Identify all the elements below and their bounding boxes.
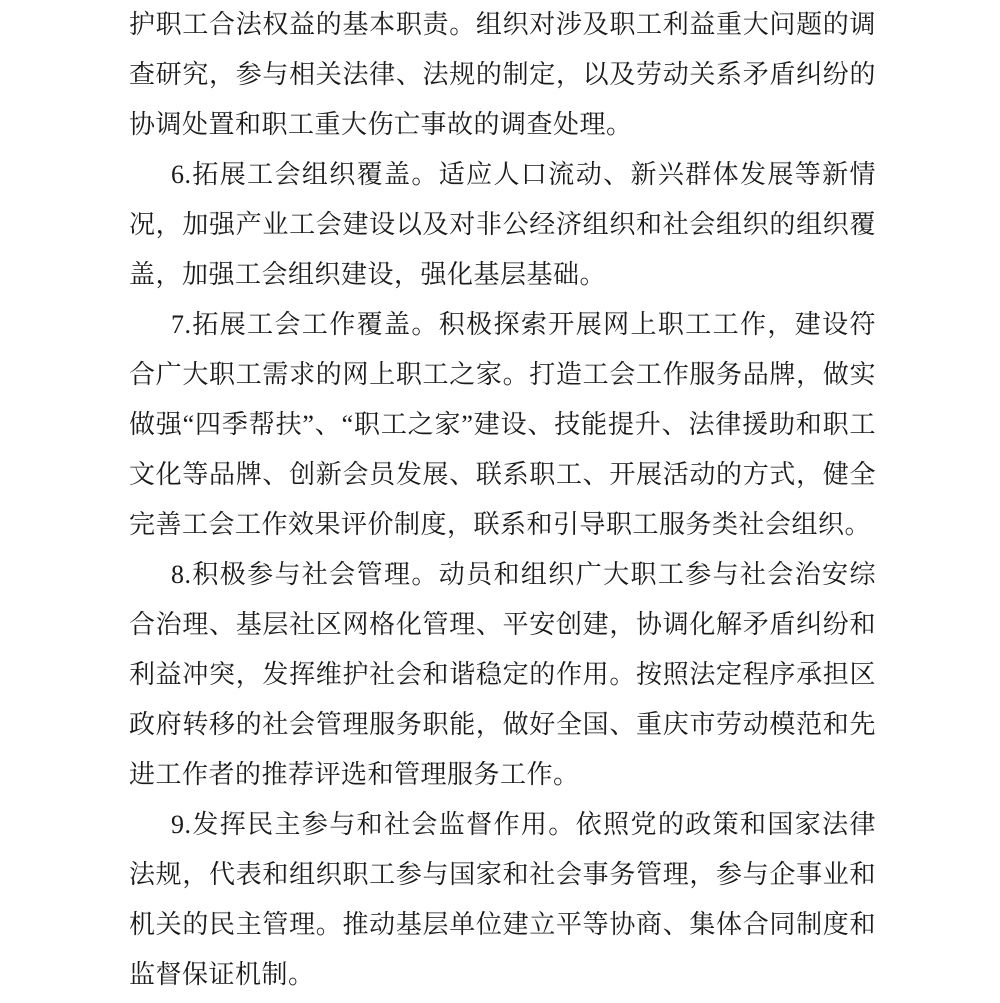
paragraph-item-6: 6.拓展工会组织覆盖。适应人口流动、新兴群体发展等新情况，加强产业工会建设以及对非公经济组织和社会组织的组织覆盖，加强工会组织建设，强化基层基础。 [129, 160, 876, 289]
paragraph-continuation: 护职工合法权益的基本职责。组织对涉及职工利益重大问题的调查研究，参与相关法律、法规的制定，以及劳动关系矛盾纠纷的协调处置和职工重大伤亡事故的调查处理。 [129, 10, 876, 139]
paragraph-item-9: 9.发挥民主参与和社会监督作用。依照党的政策和国家法律法规，代表和组织职工参与国家和社会事务管理，参与企事业和机关的民主管理。推动基层单位建立平等协商、集体合同制度和监督保证机制。 [129, 810, 876, 989]
paragraph-item-7: 7.拓展工会工作覆盖。积极探索开展网上职工工作，建设符合广大职工需求的网上职工之家。打造工会工作服务品牌，做实做强“四季帮扶”、“职工之家”建设、技能提升、法律援助和职工文化等品牌、创新会员发展、联系职工、开展活动的方式，健全完善工会工作效果评价制度，联系和引导职工服务类社会组织。 [129, 310, 876, 539]
paragraph-item-8: 8.积极参与社会管理。动员和组织广大职工参与社会治安综合治理、基层社区网格化管理、平安创建，协调化解矛盾纠纷和利益冲突，发挥维护社会和谐稳定的作用。按照法定程序承担区政府转移的社会管理服务职能，做好全国、重庆市劳动模范和先进工作者的推荐评选和管理服务工作。 [129, 560, 876, 789]
